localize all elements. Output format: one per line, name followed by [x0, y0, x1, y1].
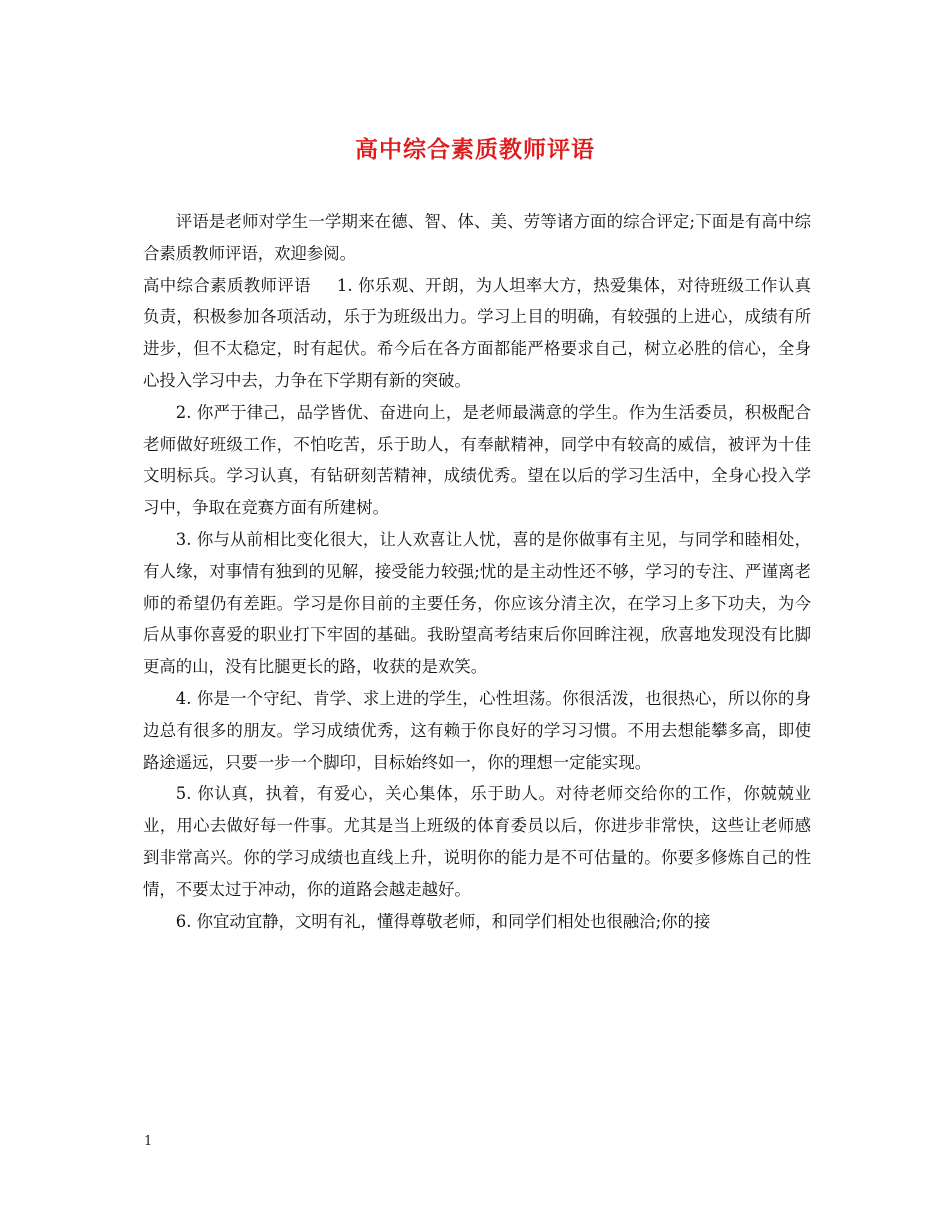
- intro-paragraph: 评语是老师对学生一学期来在德、智、体、美、劳等诸方面的综合评定;下面是有高中综合素质教师评语，欢迎参阅。: [143, 212, 811, 263]
- comment-item-1: 1. 你乐观、开朗，为人坦率大方，热爱集体，对待班级工作认真负责，积极参加各项活动，乐于为班级出力。学习上目的明确，有较强的上进心，成绩有所进步，但不太稳定，时有起伏。希今后在各方面都能严格要求自己，树立必胜的信心，全身心投入学习中去，力争在下学期有新的突破。: [143, 275, 812, 390]
- document-body: [143, 206, 811, 937]
- section-label: 高中综合素质教师评语: [143, 275, 311, 295]
- document-title: 高中综合素质教师评语: [355, 136, 595, 163]
- comment-item-2: 2. 你严于律己，品学皆优、奋进向上，是老师最满意的学生。作为生活委员，积极配合老师做好班级工作，不怕吃苦，乐于助人，有奉献精神，同学中有较高的威信，被评为十佳文明标兵。学习认真，有钻研刻苦精神，成绩优秀。望在以后的学习生活中，全身心投入学习中，争取在竞赛方面有所建树。: [143, 402, 811, 518]
- comment-item-5: 5. 你认真，执着，有爱心，关心集体，乐于助人。对待老师交给你的工作，你兢兢业业，用心去做好每一件事。尤其是当上班级的体育委员以后，你进步非常快，这些让老师感到非常高兴。你的学习成绩也直线上升，说明你的能力是不可估量的。你要多修炼自己的性情，不要太过于冲动，你的道路会越走越好。: [143, 784, 811, 899]
- first-item-paragraph: [143, 270, 811, 397]
- comment-item-6: 6. 你宜动宜静，文明有礼，懂得尊敬老师，和同学们相处也很融洽;你的接: [175, 911, 711, 931]
- page-number: 1: [144, 1134, 153, 1149]
- comment-item-3: 3. 你与从前相比变化很大，让人欢喜让人忧，喜的是你做事有主见，与同学和睦相处，有人缘，对事情有独到的见解，接受能力较强;忧的是主动性还不够，学习的专注、严谨离老师的希望仍有差距。学习是你目前的主要任务，你应该分清主次，在学习上多下功夫，为今后从事你喜爱的职业打下牢固的基础。我盼望高考结束后你回眸注视，欣喜地发现没有比脚更高的山，没有比腿更长的路，收获的是欢笑。: [143, 529, 811, 677]
- comment-item-4: 4. 你是一个守纪、肯学、求上进的学生，心性坦荡。你很活泼，也很热心，所以你的身边总有很多的朋友。学习成绩优秀，这有赖于你良好的学习习惯。不用去想能攀多高，即使路途遥远，只要一步一个脚印，目标始终如一，你的理想一定能实现。: [143, 688, 811, 772]
